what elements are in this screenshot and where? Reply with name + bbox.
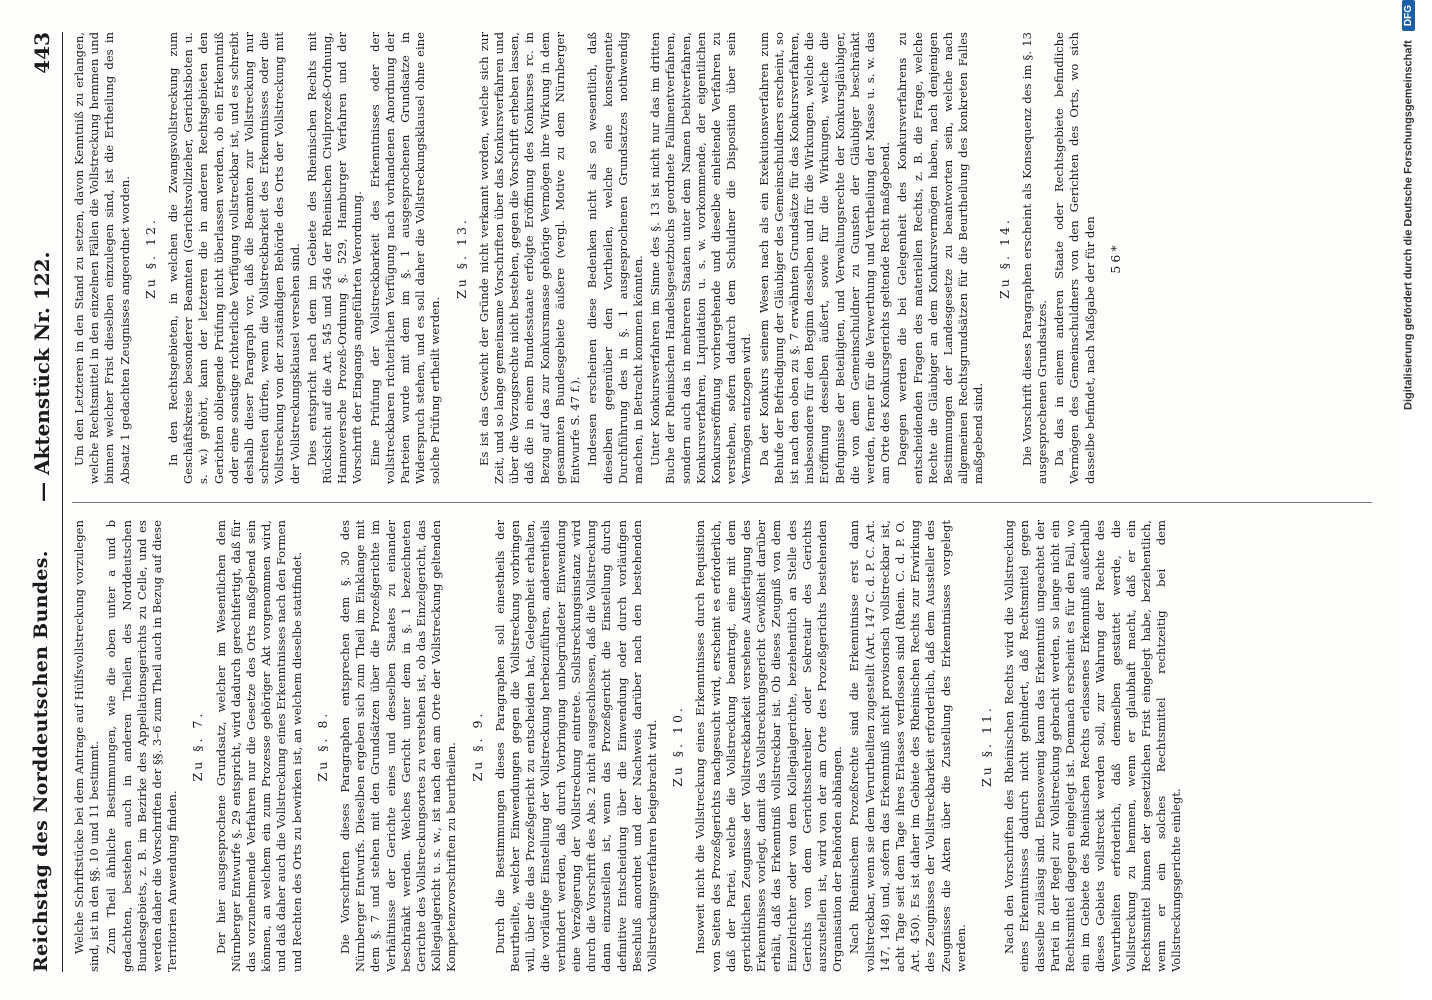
section-heading-11: Zu §. 11.: [978, 705, 994, 787]
paragraph: Da der Konkurs seinem Wesen nach als ein Exekutionsverfahren zum Behufe der Befriedigung der Gläubiger des Gemeinschuldners erscheint, so ist nach den oben zu §. 7 erwähnten Grundsätze für das Konkursverfahren, insbesondere für den Beginn desselben und für die Wirkungen, welche die Eröffnung desselben äußert, sowie für die Wirkungen, welche die Befugnisse der Beteiligten, und Verwaltungsrechte der Konkursgläubiger, die von dem Gemeinschuldner zu Gunsten der Gläubiger beschränkt werden, ferner für die Verwerthung und Vertheilung der Masse u. s. w. das am Orte des Konkursgerichts geltende Recht maßgebend.: [756, 32, 893, 484]
section-heading-14: Zu §. 14.: [996, 217, 1012, 299]
paragraph: Durch die Bestimmungen dieses Paragraphen soll einestheils der Beurtheilte, welcher Einwendungen gegen die Vollstreckung vorbringen will, über die das Prozeßgericht zu entscheiden hat, Gelegenheit erhalten, die vorläufige Einstellung der Vollstreckung herbeizuführen, anderentheils verhindert werden, daß durch Vorbringung unbegründeter Einwendung eine Verzögerung der Vollstreckung eintrete. Sollstreckungsinstanz wird durch die Vorschrift des Abs. 2 nicht ausgeschlossen, daß die Vollstreckung dann einzustellen ist, wenn das Prozeßgericht die Einstellung durch definitive Entscheidung über die Einwendung oder durch vorläufigen Beschluß anordnet und der Nachweis darüber nach den bestehenden Vollstreckungsverfahren beigebracht wird.: [492, 520, 659, 972]
section-heading-12: Zu §. 12.: [142, 217, 158, 299]
paragraph: Der hier ausgesprochene Grundsatz, welcher im Wesentlichen dem Nürnberger Entwurfe §. 29 entspricht, wird dadurch gerechtfertigt, daß für das vorzunehmende Verfahren nur die Gesetze des Orts maßgebend sein können, an welchem ein zum Prozesse gehöriger Akt vorgenommen wird, und daß daher auch die Vollstreckung eines Erkenntnisses nach den Formen und Rechten des Orts zu bewirken ist, an welchem dieselbe stattfindet.: [213, 520, 304, 972]
paragraph: Die Vorschriften dieses Paragraphen entsprechen dem §. 30 des Nürnberger Entwurfs. Dieselben ergeben sich zum Theil im Einklange mit dem §. 7 und stehen mit den Grundsätzen über die Prozeßgerichte im Verhältnisse der Gerichte eines und desselben Staates zu einander beschränkt werden. Welches Gericht unter dem in §. 1 bezeichneten Gerichte des Vollstreckungsortes zu verstehen ist, ob das Einzelgericht, das Kollegialgericht u. s. w., ist nach den am Orte der Vollstreckung geltenden Kompetenzvorschriften zu beurtheilen.: [338, 520, 459, 972]
column-divider: [72, 502, 1372, 503]
signature-mark: 56*: [1107, 242, 1123, 274]
left-column: [72, 520, 1392, 972]
paragraph: Unter Konkursverfahren im Sinne des §. 13 ist nicht nur das im dritten Buche der Rheinischen Handelsgesetzbuchs geordnete Fallimentverfahren, sondern auch das in mehreren Staaten unter dem Namen Debitverfahren, Konkursverfahren, Liquidation u. s. w. vorkommende, der eigentlichen Konkurseröffnung vorhergehende und dieselbe einleitende Verfahren zu verstehen, sofern dadurch dem Schuldner die Disposition über sein Vermögen entzogen wird.: [648, 32, 754, 484]
paragraph: Dies entspricht nach dem im Gebiete des Rheinischen Rechts mit Rücksicht auf die Art. 545 und 546 der Rheinischen Civilprozeß-Ordnung, Hannoversche Prozeß-Ordnung §. 529, Hamburger Verfahren und der Vorschrift der Eingangs angeführten Verordnung.: [304, 32, 365, 484]
header-title: Reichstag des Norddeutschen Bundes.: [30, 550, 52, 972]
dfg-credit-text: Digitalisierung gefördert durch die Deutsche Forschungsgemeinschaft: [1402, 40, 1415, 410]
dfg-credit: [1402, 0, 1428, 990]
dfg-logo-icon: DFG: [1402, 0, 1415, 31]
paragraph: Eine Prüfung der Vollstreckbarkeit des Erkenntnisses oder der vollstreckbaren richterlichen Verfügung nach vorhandenen Anordnung der Parteien wurde mit dem im §. 1 ausgesprochenen Grundsatze in Widerspruch stehen, und es soll daher die Vollstreckungsklausel ohne eine solche Prüfung ertheilt werden.: [367, 32, 443, 484]
paragraph: Die Vorschrift dieses Paragraphen erscheint als Konsequenz des im §. 13 ausgesprochenen Grundsatzes.: [1019, 32, 1049, 484]
paragraph: Zum Theil ähnliche Bestimmungen, wie die oben unter a und b gedachten, bestehen auch in anderen Theilen des Norddeutschen Bundesgebiets, z. B. im Bezirke des Appellationsgerichts zu Celle, und es werden daher die Vorschriften der §§. 3–6 zum Theil auch in Bezug auf diese Territorien Anwendung finden.: [104, 520, 180, 972]
right-column: [72, 32, 1392, 484]
paragraph: Um den Letzteren in den Stand zu setzen, davon Kenntniß zu erlangen, welche Rechtsmittel in den einzelnen Fällen die Vollstreckung hemmen und binnen welcher Frist dieselben einzulegen sind, ist die Ertheilung des in Absatz 1 gedachten Zeugnisses angeordnet worden.: [72, 32, 132, 484]
paragraph: Da das in einem anderen Staate oder Rechtsgebiete befindliche Vermögen des Gemeinschuldners von den Gerichten des Orts, wo sich dasselbe befindet, nach Maßgabe der für den: [1052, 32, 1097, 484]
header-rule: [62, 32, 63, 972]
header-document-number: — Aktenstück Nr. 122.: [30, 251, 54, 502]
paragraph: In den Rechtsgebieten, in welchen die Zwangsvollstreckung zum Geschäftskreise besonderer Beamten (Gerichtsvollzieher, Gerichtsboten u. s. w.) gehört, kann der letzteren die in anderen Rechtsgebieten den Gerichten obliegende Prüfung nicht überlassen werden, ob ein Erkenntniß oder eine sonstige richterliche Verfügung vollstreckbar ist, und es schreibt deshalb dieser Paragraph vor, daß die Beamten zur Vollstreckung nur schreiten dürfen, wenn die Vollstreckbarkeit des Erkenntnisses oder die Vollstreckung von der zuständigen Behörde des Orts der Vollstreckung mit der Vollstreckungsklausel versehen sind.: [166, 32, 302, 484]
section-heading-7: Zu §. 7.: [190, 710, 206, 782]
section-heading-13: Zu §. 13.: [453, 217, 469, 299]
page-number: 443: [30, 32, 54, 74]
section-heading-8: Zu §. 8.: [314, 710, 330, 782]
section-heading-9: Zu §. 9.: [469, 710, 485, 782]
section-heading-10: Zu §. 10.: [670, 705, 686, 787]
paragraph: Insoweit nicht die Vollstreckung eines Erkenntnisses durch Requisition von Seiten des Prozeßgerichts nachgesucht wird, erscheint es erforderlich, daß der Partei, welche die Vollstreckung beantragt, eine mit dem gerichtlichen Zeugnisse der Vollstreckbarkeit versehene Ausfertigung des Erkenntnisses vorlegt, damit das Vollstreckungsgericht Gewißheit darüber erhält, daß das Erkenntniß vollstreckbar ist. Ob dieses Zeugniß von dem Einzelrichter oder von dem Kollegialgerichte, beziehentlich an Stelle des Gerichts von dem Gerichtsschreiber oder Sekretair des Gerichts auszustellen ist, wird von der am Orte des Prozeßgerichts bestehenden Organisation der Behörden abhängen.: [693, 520, 845, 972]
paragraph: Nach den Vorschriften des Rheinischen Rechts wird die Vollstreckung eines Erkenntnisses dadurch nicht gehindert, daß Rechtsmittel gegen dasselbe zulässig sind. Ebensowenig kann das Erkenntniß ungeachtet der Partei in der Regel zur Vollstreckung gebracht werden, so lange nicht ein Rechtsmittel dagegen eingelegt ist. Demnach erscheint es für den Fall, wo ein im Gebiete des Rheinischen Rechts erlassenes Erkenntniß außerhalb dieses Gebiets vollstreckt werden soll, zur Wahrung der Rechte des Verurtheilten erforderlich, daß demselben gestattet werde, die Vollstreckung zu hemmen, wenn er glaubhaft macht, daß er ein Rechtsmittel binnen der gesetzlichen Frist eingelegt habe, beziehentlich, wenn er ein solches Rechtsmittel rechtzeitig bei dem Vollstreckungsgerichte einlegt.: [1002, 520, 1184, 972]
paragraph: Es ist das Gewicht der Gründe nicht verkannt worden, welche sich zur Zeit, und so lange gemeinsame Vorschriften über das Konkursverfahren und über die Vorzugsrechte nicht bestehen, gegen die Vorschrift erheben lassen, daß die in einem Bundesstaate erfolgte Eröffnung des Konkurses rc. in Bezug auf das zur Konkursmasse gehörige Vermögen ihre Wirkung in dem gesammten Bundesgebiete äußere (vergl. Motive zu dem Nürnberger Entwurfe S. 47 f.).: [476, 32, 583, 484]
paragraph: Dagegen werden die bei Gelegenheit des Konkursverfahrens zu entscheidenden Fragen des materiellen Rechts, z. B. die Frage, welche Rechte die Gläubiger an dem Konkursvermögen haben, nach denjenigen Bestimmungen der Landesgesetze zu beantworten sein, welche nach allgemeinen Rechtsgrundsätzen für die Beurtheilung des konkreten Falles maßgebend sind.: [895, 32, 986, 484]
page-header: [30, 32, 60, 972]
paragraph: Indessen erscheinen diese Bedenken nicht als so wesentlich, daß dieselben gegenüber den Vortheilen, welche eine konsequente Durchführung des in §. 1 ausgesprochenen Grundsatzes nothwendig machen, in Betracht kommen könnten.: [585, 32, 645, 484]
paragraph: Nach Rheinischem Prozeßrechte sind die Erkenntnisse erst dann vollstreckbar, wenn sie dem Verurtheilten zugestellt (Art. 147 C. d. P. C. Art. 147, 148) und, sofern das Erkenntniß nicht provisorisch vollstreckbar ist, acht Tage seit dem Tage ihres Erlasses verflossen sind (Rhein. C. d. P. O. Art. 450). Es ist daher im Gebiete des Rheinischen Rechts zur Erwirkung des Zeugnisses der Vollstreckbarkeit erforderlich, daß dem Aussteller des Zeugnisses die Akten über die Zustellung des Erkenntnisses vorgelegt werden.: [847, 520, 968, 972]
paragraph: Welche Schriftstücke bei dem Antrage auf Hülfsvollstreckung vorzulegen sind, ist in den §§. 10 und 11 bestimmt.: [72, 520, 102, 972]
